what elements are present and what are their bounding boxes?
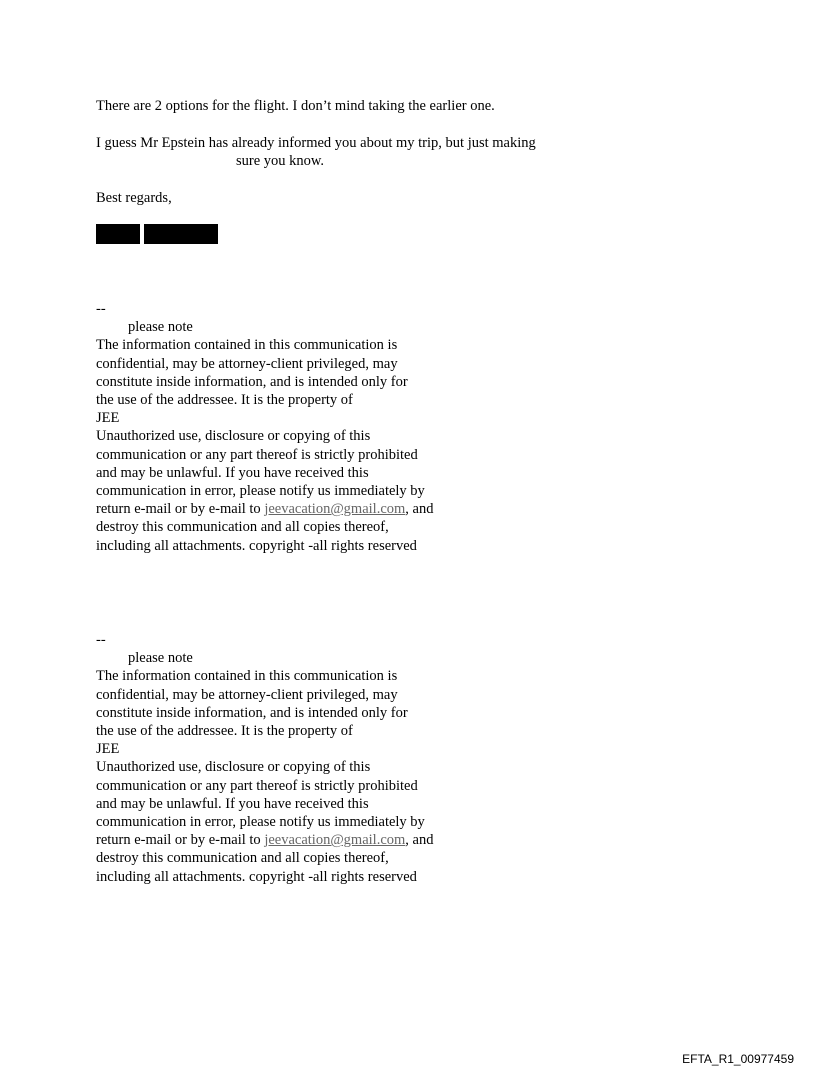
disclaimer-line: Unauthorized use, disclosure or copying of this	[96, 759, 371, 776]
disclaimer-line: JEE	[96, 741, 120, 758]
disclaimer-line: confidential, may be attorney-client privileged, may	[96, 686, 398, 703]
email-link[interactable]: jeevacation@gmail.com	[264, 832, 406, 849]
disclaimer-block	[96, 300, 433, 555]
document-id: EFTA_R1_00977459	[682, 1052, 794, 1066]
email-prefix: return e-mail or by e-mail to	[96, 832, 265, 849]
disclaimer-line: destroy this communication and all copies thereof,	[96, 850, 389, 867]
disclaimer-line: destroy this communication and all copies thereof,	[96, 519, 389, 536]
disclaimer-line: The information contained in this communication is	[96, 668, 398, 685]
disclaimer-email-line	[96, 831, 433, 849]
disclaimer-line: and may be unlawful. If you have received this	[96, 795, 369, 812]
disclaimer-heading: please note	[128, 650, 193, 667]
closing: Best regards,	[96, 190, 172, 206]
message-line-2b: sure you know.	[236, 153, 325, 169]
separator: --	[96, 301, 106, 317]
message-line-2a: I guess Mr Epstein has already informed you about my trip, but just making	[96, 135, 536, 151]
email-suffix: , and	[405, 832, 434, 849]
disclaimer-line: the use of the addressee. It is the property of	[96, 723, 353, 740]
disclaimer-line: the use of the addressee. It is the property of	[96, 392, 353, 409]
disclaimer-line: communication or any part thereof is strictly prohibited	[96, 446, 418, 463]
disclaimer-block	[96, 631, 433, 886]
redaction-box	[96, 224, 140, 244]
disclaimer-line: constitute inside information, and is intended only for	[96, 704, 408, 721]
disclaimer-line: JEE	[96, 410, 120, 427]
disclaimer-line: communication in error, please notify us immediately by	[96, 814, 425, 831]
disclaimer-line: communication in error, please notify us immediately by	[96, 483, 425, 500]
email-suffix: , and	[405, 501, 434, 518]
disclaimer-heading: please note	[128, 319, 193, 336]
disclaimer-line: constitute inside information, and is intended only for	[96, 373, 408, 390]
disclaimer-line: including all attachments. copyright -all rights reserved	[96, 868, 417, 885]
disclaimer-line: The information contained in this communication is	[96, 337, 398, 354]
redaction-box	[144, 224, 218, 244]
email-link[interactable]: jeevacation@gmail.com	[264, 501, 406, 518]
disclaimer-email-line	[96, 500, 433, 518]
message-line-1: There are 2 options for the flight. I don’t mind taking the earlier one.	[96, 98, 495, 114]
disclaimer-line: communication or any part thereof is strictly prohibited	[96, 777, 418, 794]
disclaimer-line: and may be unlawful. If you have received this	[96, 464, 369, 481]
disclaimer-line: confidential, may be attorney-client privileged, may	[96, 355, 398, 372]
disclaimer-line: including all attachments. copyright -all rights reserved	[96, 537, 417, 554]
separator: --	[96, 632, 106, 648]
email-prefix: return e-mail or by e-mail to	[96, 501, 265, 518]
disclaimer-line: Unauthorized use, disclosure or copying of this	[96, 428, 371, 445]
